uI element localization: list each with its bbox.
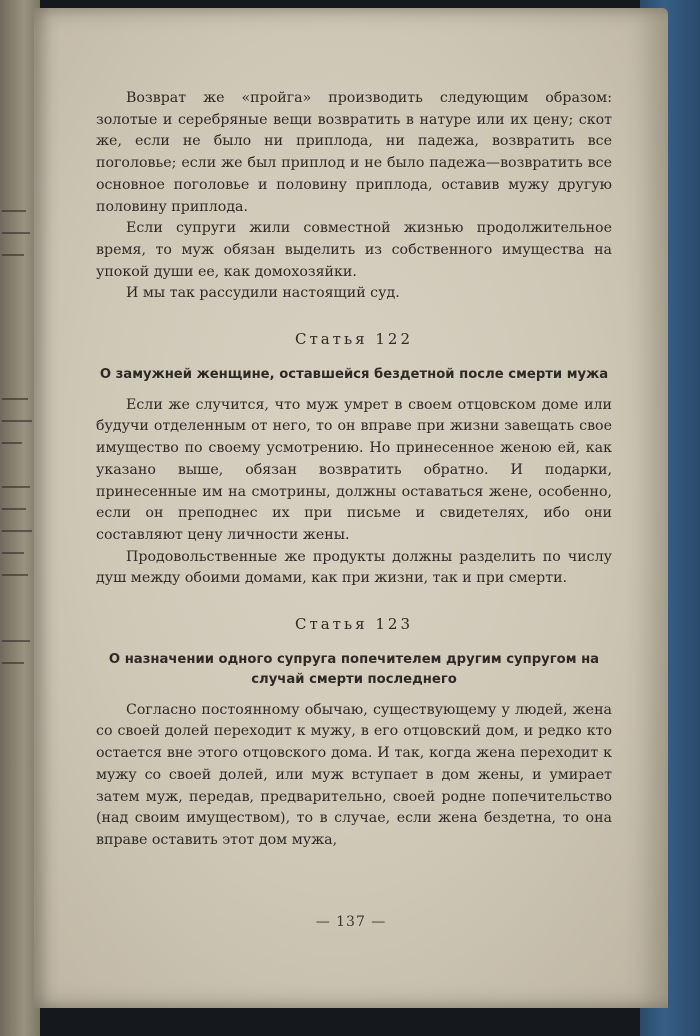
page-text bbox=[96, 88, 612, 852]
paragraph: Если же случится, что муж умрет в своем отцовском доме или будучи отделенным от него, то он вправе при жизни завещать свое имущество по своему усмотрению. Но принесенное женою ей, как указано выше, обязан возвратить обратно. И подарки, принесенные им на смотрины, должны оставаться жене, особенно, если он преподнес их при письме и свидетелях, ибо они составляют цену личности жены. bbox=[96, 396, 612, 543]
ghost-text-line bbox=[2, 574, 28, 576]
article-123-title: Статья 123 bbox=[294, 615, 414, 634]
ghost-text-line bbox=[2, 210, 26, 212]
page-number: — 137 — bbox=[315, 914, 387, 930]
article-122-subtitle: О замужней женщине, оставшейся бездетной после смерти мужа bbox=[99, 366, 609, 382]
ghost-text-line bbox=[2, 420, 32, 422]
ghost-text-line bbox=[2, 530, 32, 532]
ghost-text-line bbox=[2, 508, 26, 510]
paragraph: И мы так рассудили настоящий суд. bbox=[126, 285, 400, 302]
ghost-text-line bbox=[2, 552, 24, 554]
paragraph: Возврат же «пройга» производить следующим образом: золотые и серебряные вещи возвратить в натуре или их цену; скот же, если не было ни приплода, ни падежа, возвратить все поголовье; если же был приплод и не было падежа—возвратить все основное поголовье и половину приплода, оставив мужу другую половину приплода. bbox=[96, 90, 612, 215]
ghost-text-line bbox=[2, 232, 30, 234]
ghost-text-line bbox=[2, 486, 30, 488]
ghost-text-line bbox=[2, 442, 22, 444]
ghost-text-line bbox=[2, 254, 24, 256]
paragraph: Продовольственные же продукты должны разделить по числу душ между обоими домами, как при жизни, так и при смерти. bbox=[96, 548, 612, 587]
ghost-text-line bbox=[2, 640, 30, 642]
article-123-subtitle: О назначении одного супруга попечителем другим супругом на случай смерти последнего bbox=[108, 651, 600, 687]
paragraph: Если супруги жили совместной жизнью продолжительное время, то муж обязан выделить из собственного имущества на упокой души ее, как домохозяйки. bbox=[96, 220, 612, 280]
book-page bbox=[34, 8, 668, 1008]
ghost-text-line bbox=[2, 662, 24, 664]
paragraph: Согласно постоянному обычаю, существующему у людей, жена со своей долей переходит к мужу, в его отцовский дом, и редко кто остается вне этого отцовского дома. И так, когда жена переходит к мужу со своей долей, или муж вступает в дом жены, и умирает затем муж, передав, предварительно, своей родне попечительство (над своим имуществом), то в случае, если жена бездетна, то она вправе оставить этот дом мужа, bbox=[96, 701, 612, 848]
article-122-title: Статья 122 bbox=[294, 330, 414, 349]
ghost-text-line bbox=[2, 398, 28, 400]
